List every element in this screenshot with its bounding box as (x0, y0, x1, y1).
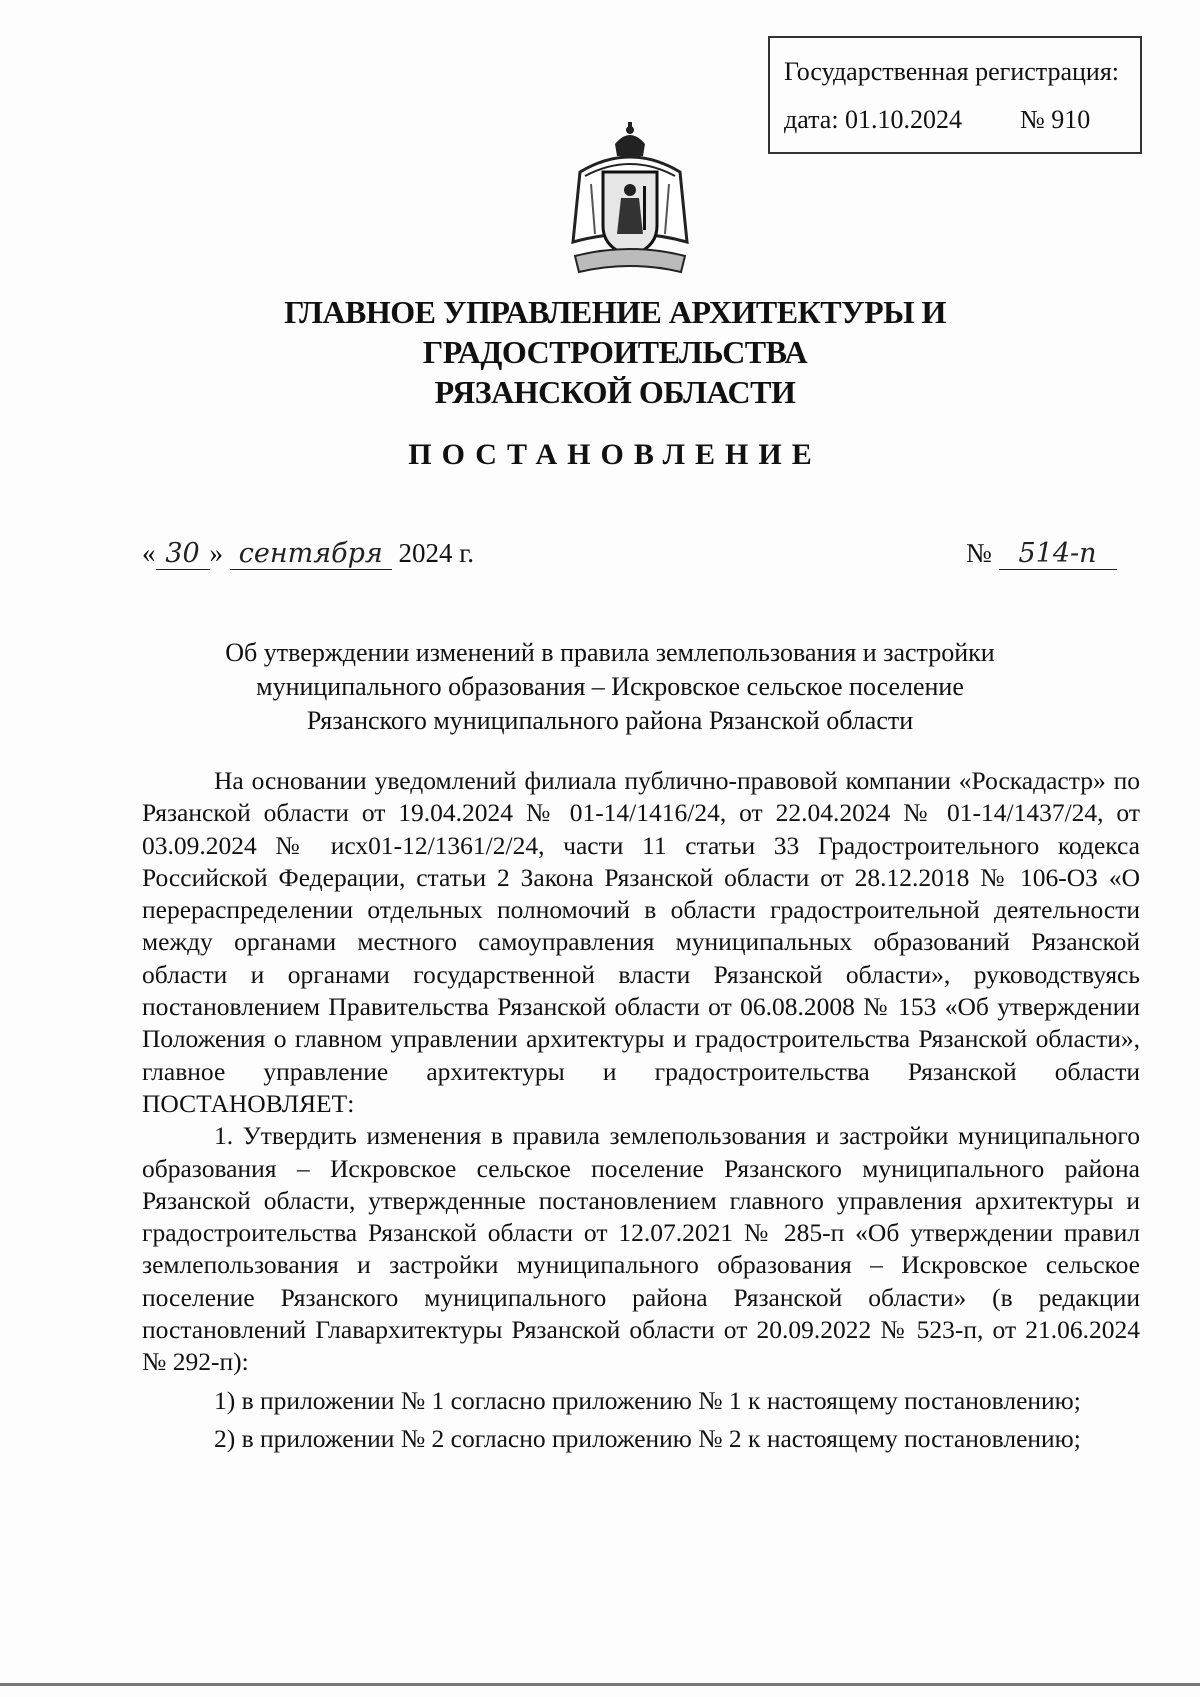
date-year: 2024 г. (398, 538, 475, 568)
number-prefix: № (966, 538, 992, 568)
document-number (966, 538, 1117, 570)
subject-line2: муниципального образования – Искровское сельское поселение (256, 672, 964, 701)
subject-line1: Об утверждении изменений в правила землепользования и застройки (225, 638, 995, 667)
body-subitem-2: 2) в приложении № 2 согласно приложению № 2 к настоящему постановлению; (214, 1423, 1081, 1453)
registration-stamp (768, 36, 1142, 154)
body-preamble: На основании уведомлений филиала публично-правовой компании «Роскадастр» по Рязанской области от 19.04.2024 № 01-14/1416/24, от 22.04.2024 № 01-14/1437/24, от 03.09.2024 № исх01-12/1361/2/24, части 11 статьи 33 Градостроительного кодекса Российской Федерации, статьи 2 Закона Рязанской области от 28.12.2018 № 106-ОЗ «О перераспределении отдельных полномочий в области градостроительной деятельности между органами местного самоуправления муниципальных образований Рязанской области и органами государственной власти Рязанской области», руководствуясь постановлением Правительства Рязанской области от 06.08.2008 № 153 «Об утверждении Положения о главном управлении архитектуры и градостроительства Рязанской области», главное управление архитектуры и градостроительства Рязанской области ПОСТАНОВЛЯЕТ: (142, 766, 1140, 1118)
organization-title-line2: РЯЗАНСКОЙ ОБЛАСТИ (434, 374, 796, 410)
registration-date: дата: 01.10.2024 (784, 105, 963, 134)
date-month: сентября (230, 538, 392, 570)
date-open-quote: « (142, 538, 156, 568)
date-close-quote: » (209, 538, 223, 568)
organization-title-line1: ГЛАВНОЕ УПРАВЛЕНИЕ АРХИТЕКТУРЫ И ГРАДОСТРОИТЕЛЬСТВА (284, 294, 946, 370)
body-item-1: 1. Утвердить изменения в правила землепользования и застройки муниципального образования – Искровское сельское поселение Рязанского муниципального района Рязанской области, утвержденные постановлением главного управления архитектуры и градостроительства Рязанской области от 12.07.2021 № 285-п «Об утверждении правил землепользования и застройки муниципального образования – Искровское сельское поселение Рязанского муниципального района Рязанской области» (в редакции постановлений Главархитектуры Рязанской области от 20.09.2022 № 523-п, от 21.06.2024 № 292-п): (142, 1121, 1140, 1377)
scan-edge-line (0, 1683, 1200, 1686)
number-value: 514-п (999, 538, 1117, 570)
registration-title: Государственная регистрация: (784, 57, 1120, 86)
document-subject (150, 636, 1070, 738)
body-subitem-1: 1) в приложении № 1 согласно приложению № 1 к настоящему постановлению; (214, 1385, 1081, 1415)
coat-of-arms-icon (555, 122, 705, 282)
document-date (142, 538, 474, 570)
document-body (142, 765, 1140, 1455)
date-day: 30 (156, 538, 210, 570)
registration-number: № 910 (1020, 105, 1091, 134)
organization-title (100, 292, 1130, 412)
document-type: ПОСТАНОВЛЕНИЕ (408, 438, 822, 471)
subject-line3: Рязанского муниципального района Рязанской области (306, 706, 914, 735)
